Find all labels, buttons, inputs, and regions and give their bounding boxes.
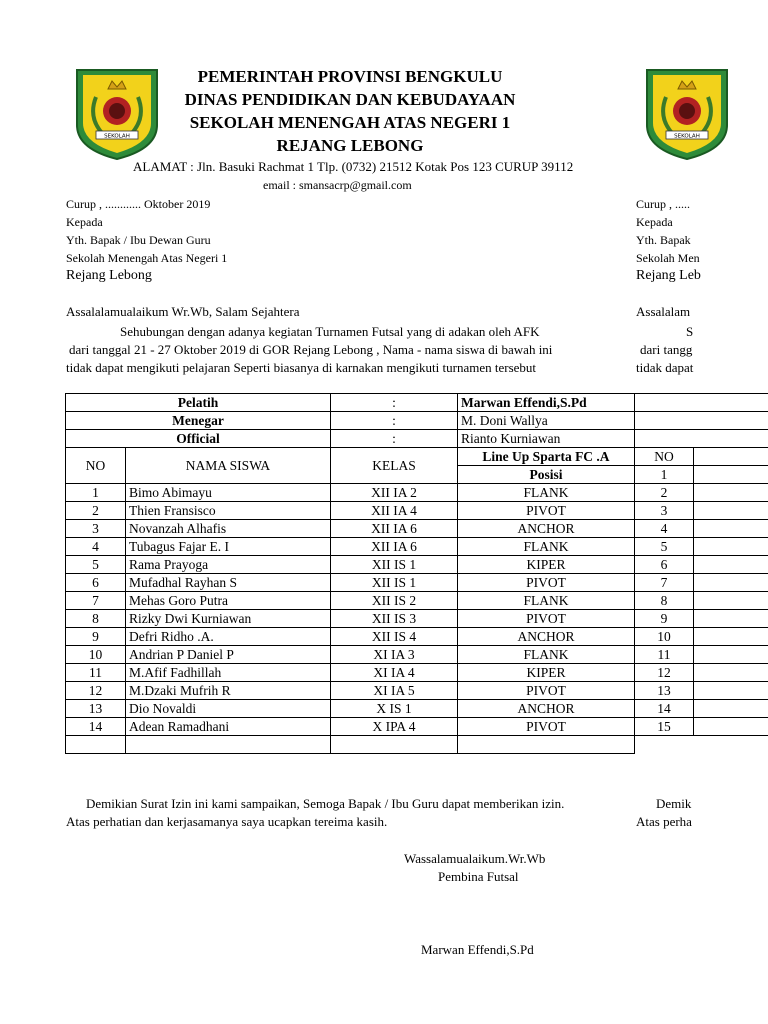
dup-number: 12 bbox=[635, 664, 694, 682]
student-no: 6 bbox=[66, 574, 126, 592]
table-row bbox=[66, 556, 635, 574]
staff-role: Official bbox=[66, 430, 331, 448]
student-no: 3 bbox=[66, 520, 126, 538]
sign-name: Marwan Effendi,S.Pd bbox=[421, 942, 534, 957]
table-row bbox=[66, 646, 635, 664]
student-class: XII IS 3 bbox=[331, 610, 458, 628]
letter-closing-2: Atas perhatian dan kerjasamanya saya ucapkan tereima kasih. bbox=[66, 814, 388, 829]
staff-name: Rianto Kurniawan bbox=[458, 430, 635, 448]
student-name: M.Dzaki Mufrih R bbox=[126, 682, 331, 700]
student-table bbox=[65, 393, 635, 754]
staff-row bbox=[66, 412, 635, 430]
sign-role: Pembina Futsal bbox=[438, 869, 519, 884]
dup-number: 1 bbox=[635, 466, 694, 484]
student-name: Rizky Dwi Kurniawan bbox=[126, 610, 331, 628]
student-no: 2 bbox=[66, 502, 126, 520]
table-row bbox=[66, 484, 635, 502]
student-class: XII IA 4 bbox=[331, 502, 458, 520]
student-name: Defri Ridho .A. bbox=[126, 628, 331, 646]
letterhead-email: email : smansacrp@gmail.com bbox=[263, 178, 412, 192]
student-name: Bimo Abimayu bbox=[126, 484, 331, 502]
student-class: XII IS 1 bbox=[331, 574, 458, 592]
student-position: PIVOT bbox=[458, 682, 635, 700]
letterhead-line4: REJANG LEBONG bbox=[276, 136, 424, 155]
student-no: 8 bbox=[66, 610, 126, 628]
table-row bbox=[66, 700, 635, 718]
letterhead-line2: DINAS PENDIDIKAN DAN KEBUDAYAAN bbox=[184, 90, 516, 109]
student-position: ANCHOR bbox=[458, 628, 635, 646]
table-row bbox=[66, 538, 635, 556]
student-position: KIPER bbox=[458, 664, 635, 682]
svg-text:SEKOLAH: SEKOLAH bbox=[674, 133, 700, 140]
letter-greeting: Assalalamualaikum Wr.Wb, Salam Sejahtera bbox=[66, 304, 300, 319]
student-name: Novanzah Alhafis bbox=[126, 520, 331, 538]
letter-closing-1: Demikian Surat Izin ini kami sampaikan, Semoga Bapak / Ibu Guru dapat memberikan izin. bbox=[86, 796, 565, 811]
dup-number: 7 bbox=[635, 574, 694, 592]
student-no: 1 bbox=[66, 484, 126, 502]
table-row bbox=[66, 718, 635, 736]
student-position: PIVOT bbox=[458, 502, 635, 520]
student-position: PIVOT bbox=[458, 718, 635, 736]
student-name: Thien Fransisco bbox=[126, 502, 331, 520]
staff-sep: : bbox=[331, 430, 458, 448]
dup-number: 6 bbox=[635, 556, 694, 574]
staff-role: Menegar bbox=[66, 412, 331, 430]
staff-role: Pelatih bbox=[66, 394, 331, 412]
student-class: XI IA 3 bbox=[331, 646, 458, 664]
student-no: 5 bbox=[66, 556, 126, 574]
dup-number: 3 bbox=[635, 502, 694, 520]
dup-recipient: Yth. Bapak bbox=[636, 233, 691, 247]
student-class: XII IA 6 bbox=[331, 538, 458, 556]
dup-number: 9 bbox=[635, 610, 694, 628]
student-no: 11 bbox=[66, 664, 126, 682]
student-no: 9 bbox=[66, 628, 126, 646]
table-row bbox=[66, 664, 635, 682]
letter-body-1: Sehubungan dengan adanya kegiatan Turnamen Futsal yang di adakan oleh AFK bbox=[120, 324, 540, 339]
letter-body-2: dari tanggal 21 - 27 Oktober 2019 di GOR Rejang Lebong , Nama - nama siswa di bawah ini bbox=[69, 342, 553, 357]
letter-institution: Sekolah Menengah Atas Negeri 1 bbox=[66, 251, 228, 265]
student-class: XII IS 1 bbox=[331, 556, 458, 574]
letter-to-label: Kepada bbox=[66, 215, 103, 229]
header-no: NO bbox=[66, 448, 126, 484]
dup-city: Rejang Leb bbox=[636, 268, 701, 283]
staff-sep: : bbox=[331, 412, 458, 430]
student-no: 7 bbox=[66, 592, 126, 610]
staff-row bbox=[66, 394, 635, 412]
dup-number: 13 bbox=[635, 682, 694, 700]
student-position: PIVOT bbox=[458, 574, 635, 592]
student-name: Mehas Goro Putra bbox=[126, 592, 331, 610]
dup-header-no: NO bbox=[635, 448, 694, 466]
duplicate-page bbox=[634, 0, 768, 1024]
dup-number: 2 bbox=[635, 484, 694, 502]
header-name: NAMA SISWA bbox=[126, 448, 331, 484]
svg-text:SEKOLAH: SEKOLAH bbox=[104, 133, 130, 140]
dup-to-label: Kepada bbox=[636, 215, 673, 229]
dup-greeting: Assalalam bbox=[636, 304, 691, 319]
student-name: Adean Ramadhani bbox=[126, 718, 331, 736]
dup-institution: Sekolah Men bbox=[636, 251, 700, 265]
dup-date: Curup , ..... bbox=[636, 197, 690, 211]
letterhead-line3: SEKOLAH MENENGAH ATAS NEGERI 1 bbox=[189, 113, 511, 132]
dup-body-3: tidak dapat bbox=[636, 360, 694, 375]
dup-closing-2: Atas perha bbox=[636, 814, 692, 829]
student-no: 10 bbox=[66, 646, 126, 664]
staff-name: Marwan Effendi,S.Pd bbox=[458, 394, 635, 412]
table-row-empty bbox=[66, 736, 635, 754]
student-no: 4 bbox=[66, 538, 126, 556]
header-position: Posisi bbox=[458, 466, 635, 484]
dup-table bbox=[634, 393, 768, 736]
student-position: FLANK bbox=[458, 592, 635, 610]
student-name: Mufadhal Rayhan S bbox=[126, 574, 331, 592]
letter-recipient: Yth. Bapak / Ibu Dewan Guru bbox=[66, 233, 211, 247]
letterhead-address: ALAMAT : Jln. Basuki Rachmat 1 Tlp. (0732) 21512 Kotak Pos 123 CURUP 39112 bbox=[133, 159, 574, 174]
table-row bbox=[66, 520, 635, 538]
table-row bbox=[66, 682, 635, 700]
student-position: FLANK bbox=[458, 538, 635, 556]
dup-number: 11 bbox=[635, 646, 694, 664]
student-name: M.Afif Fadhillah bbox=[126, 664, 331, 682]
table-header-row bbox=[66, 448, 635, 466]
student-class: X IPA 4 bbox=[331, 718, 458, 736]
student-position: FLANK bbox=[458, 646, 635, 664]
dup-body-2: dari tangg bbox=[640, 342, 693, 357]
letter-body-3: tidak dapat mengikuti pelajaran Seperti biasanya di karnakan mengikuti turnamen tersebut bbox=[66, 360, 537, 375]
student-position: ANCHOR bbox=[458, 520, 635, 538]
dup-number: 5 bbox=[635, 538, 694, 556]
sign-greeting: Wassalamualaikum.Wr.Wb bbox=[404, 851, 546, 866]
dup-number: 8 bbox=[635, 592, 694, 610]
dup-body-1: S bbox=[686, 324, 694, 339]
student-class: XII IA 2 bbox=[331, 484, 458, 502]
student-class: XII IS 4 bbox=[331, 628, 458, 646]
table-row bbox=[66, 502, 635, 520]
staff-name: M. Doni Wallya bbox=[458, 412, 635, 430]
staff-sep: : bbox=[331, 394, 458, 412]
letterhead-line1: PEMERINTAH PROVINSI BENGKULU bbox=[197, 67, 503, 86]
student-class: XII IS 2 bbox=[331, 592, 458, 610]
student-position: ANCHOR bbox=[458, 700, 635, 718]
student-class: XI IA 4 bbox=[331, 664, 458, 682]
table-row bbox=[66, 628, 635, 646]
dup-number: 15 bbox=[635, 718, 694, 736]
student-name: Rama Prayoga bbox=[126, 556, 331, 574]
student-class: X IS 1 bbox=[331, 700, 458, 718]
student-name: Andrian P Daniel P bbox=[126, 646, 331, 664]
student-name: Dio Novaldi bbox=[126, 700, 331, 718]
staff-row bbox=[66, 430, 635, 448]
student-class: XII IA 6 bbox=[331, 520, 458, 538]
table-row bbox=[66, 592, 635, 610]
student-no: 14 bbox=[66, 718, 126, 736]
dup-number: 10 bbox=[635, 628, 694, 646]
header-lineup: Line Up Sparta FC .A bbox=[458, 448, 635, 466]
student-position: PIVOT bbox=[458, 610, 635, 628]
table-row bbox=[66, 610, 635, 628]
dup-closing-1: Demik bbox=[656, 796, 692, 811]
dup-number: 4 bbox=[635, 520, 694, 538]
student-class: XI IA 5 bbox=[331, 682, 458, 700]
student-name: Tubagus Fajar E. I bbox=[126, 538, 331, 556]
student-no: 12 bbox=[66, 682, 126, 700]
letter-city: Rejang Lebong bbox=[66, 268, 152, 283]
student-position: KIPER bbox=[458, 556, 635, 574]
letter-date: Curup , ............ Oktober 2019 bbox=[66, 197, 211, 211]
student-no: 13 bbox=[66, 700, 126, 718]
header-class: KELAS bbox=[331, 448, 458, 484]
table-row bbox=[66, 574, 635, 592]
student-position: FLANK bbox=[458, 484, 635, 502]
dup-number: 14 bbox=[635, 700, 694, 718]
